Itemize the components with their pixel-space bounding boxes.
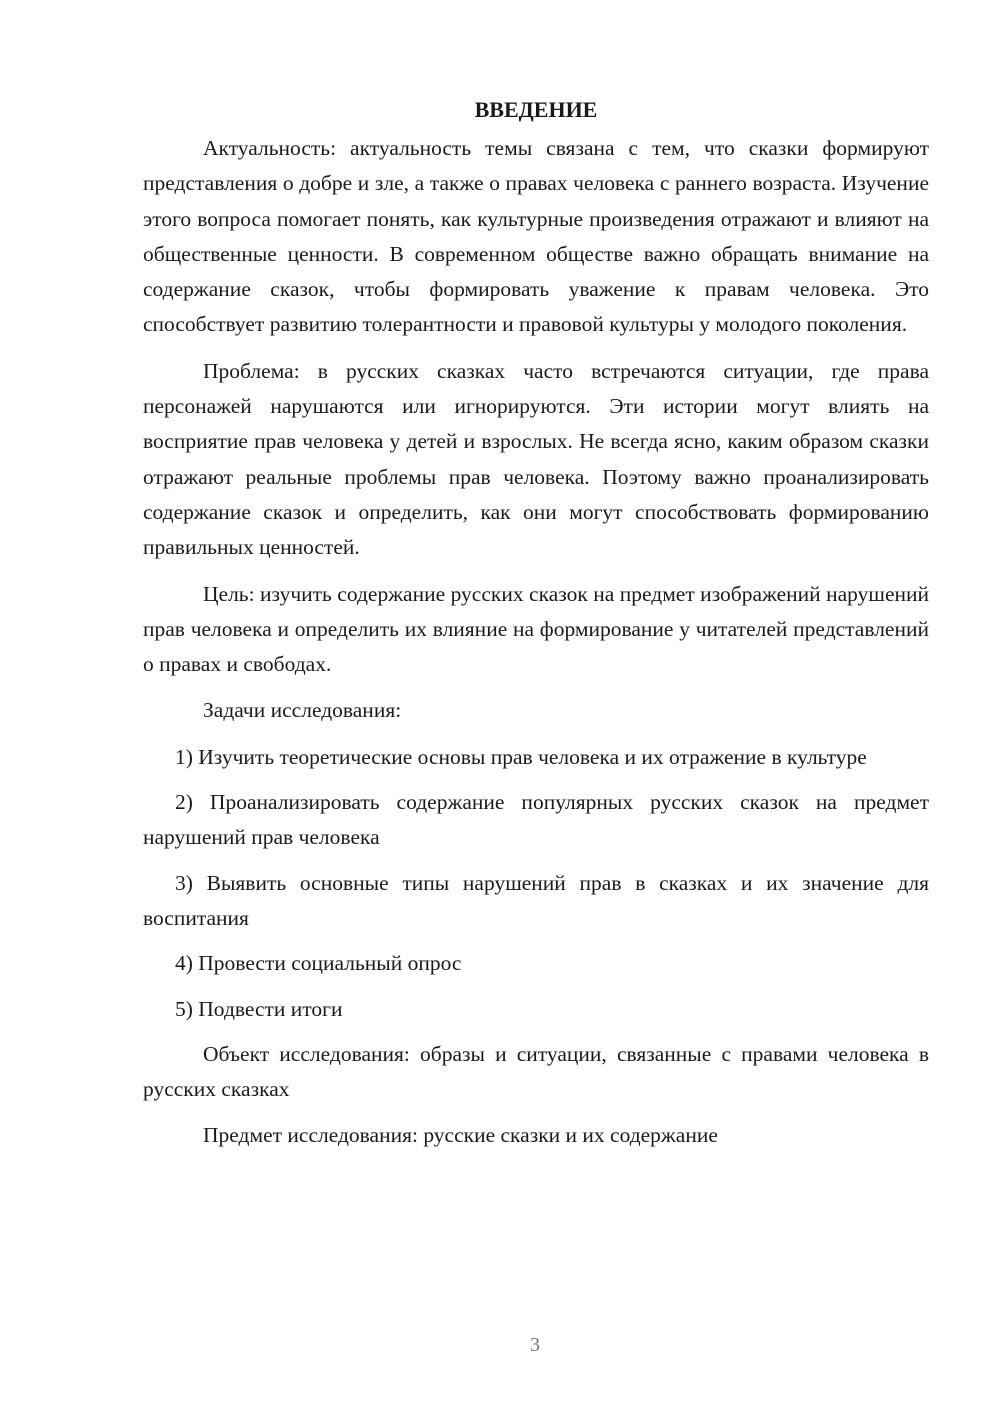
task-item: 3) Выявить основные типы нарушений прав в сказках и их значение для воспитания — [143, 870, 929, 930]
task-item: 1) Изучить теоретические основы прав человека и их отражение в культуре — [175, 744, 867, 769]
problem-paragraph: Проблема: в русских сказках часто встречаются ситуации, где права персонажей нарушаются или игнорируются. Эти истории могут влиять на восприятие прав человека у детей и взрослых. Не всегда ясно, каким образом сказки отражают реальные проблемы прав человека. Поэтому важно проанализировать содержание сказок и определить, как они могут способствовать формированию правильных ценностей. — [143, 358, 929, 560]
task-item: 4) Провести социальный опрос — [175, 951, 462, 976]
task-item: 2) Проанализировать содержание популярных русских сказок на предмет нарушений прав человека — [143, 790, 929, 850]
section-heading: ВВЕДЕНИЕ — [474, 97, 598, 122]
goal-paragraph: Цель: изучить содержание русских сказок на предмет изображений нарушений прав человека и определить их влияние на формирование у читателей представлений о правах и свободах. — [143, 581, 929, 677]
document-page — [143, 92, 929, 1165]
object-paragraph: Объект исследования: образы и ситуации, связанные с правами человека в русских сказках — [143, 1041, 929, 1102]
tasks-title: Задачи исследования: — [203, 698, 402, 723]
relevance-paragraph: Актуальность: актуальность темы связана с тем, что сказки формируют представления о добре и зле, а также о правах человека с раннего возраста. Изучение этого вопроса помогает понять, как культурные произведения отражают и влияют на общественные ценности. В современном обществе важно обращать внимание на содержание сказок, чтобы формировать уважение к правам человека. Это способствует развитию толерантности и правовой культуры у молодого поколения. — [143, 136, 929, 337]
subject-paragraph: Предмет исследования: русские сказки и их содержание — [203, 1123, 718, 1148]
tasks-list — [143, 740, 929, 1027]
task-item: 5) Подвести итоги — [175, 996, 343, 1021]
page-number: 3 — [530, 1334, 540, 1356]
